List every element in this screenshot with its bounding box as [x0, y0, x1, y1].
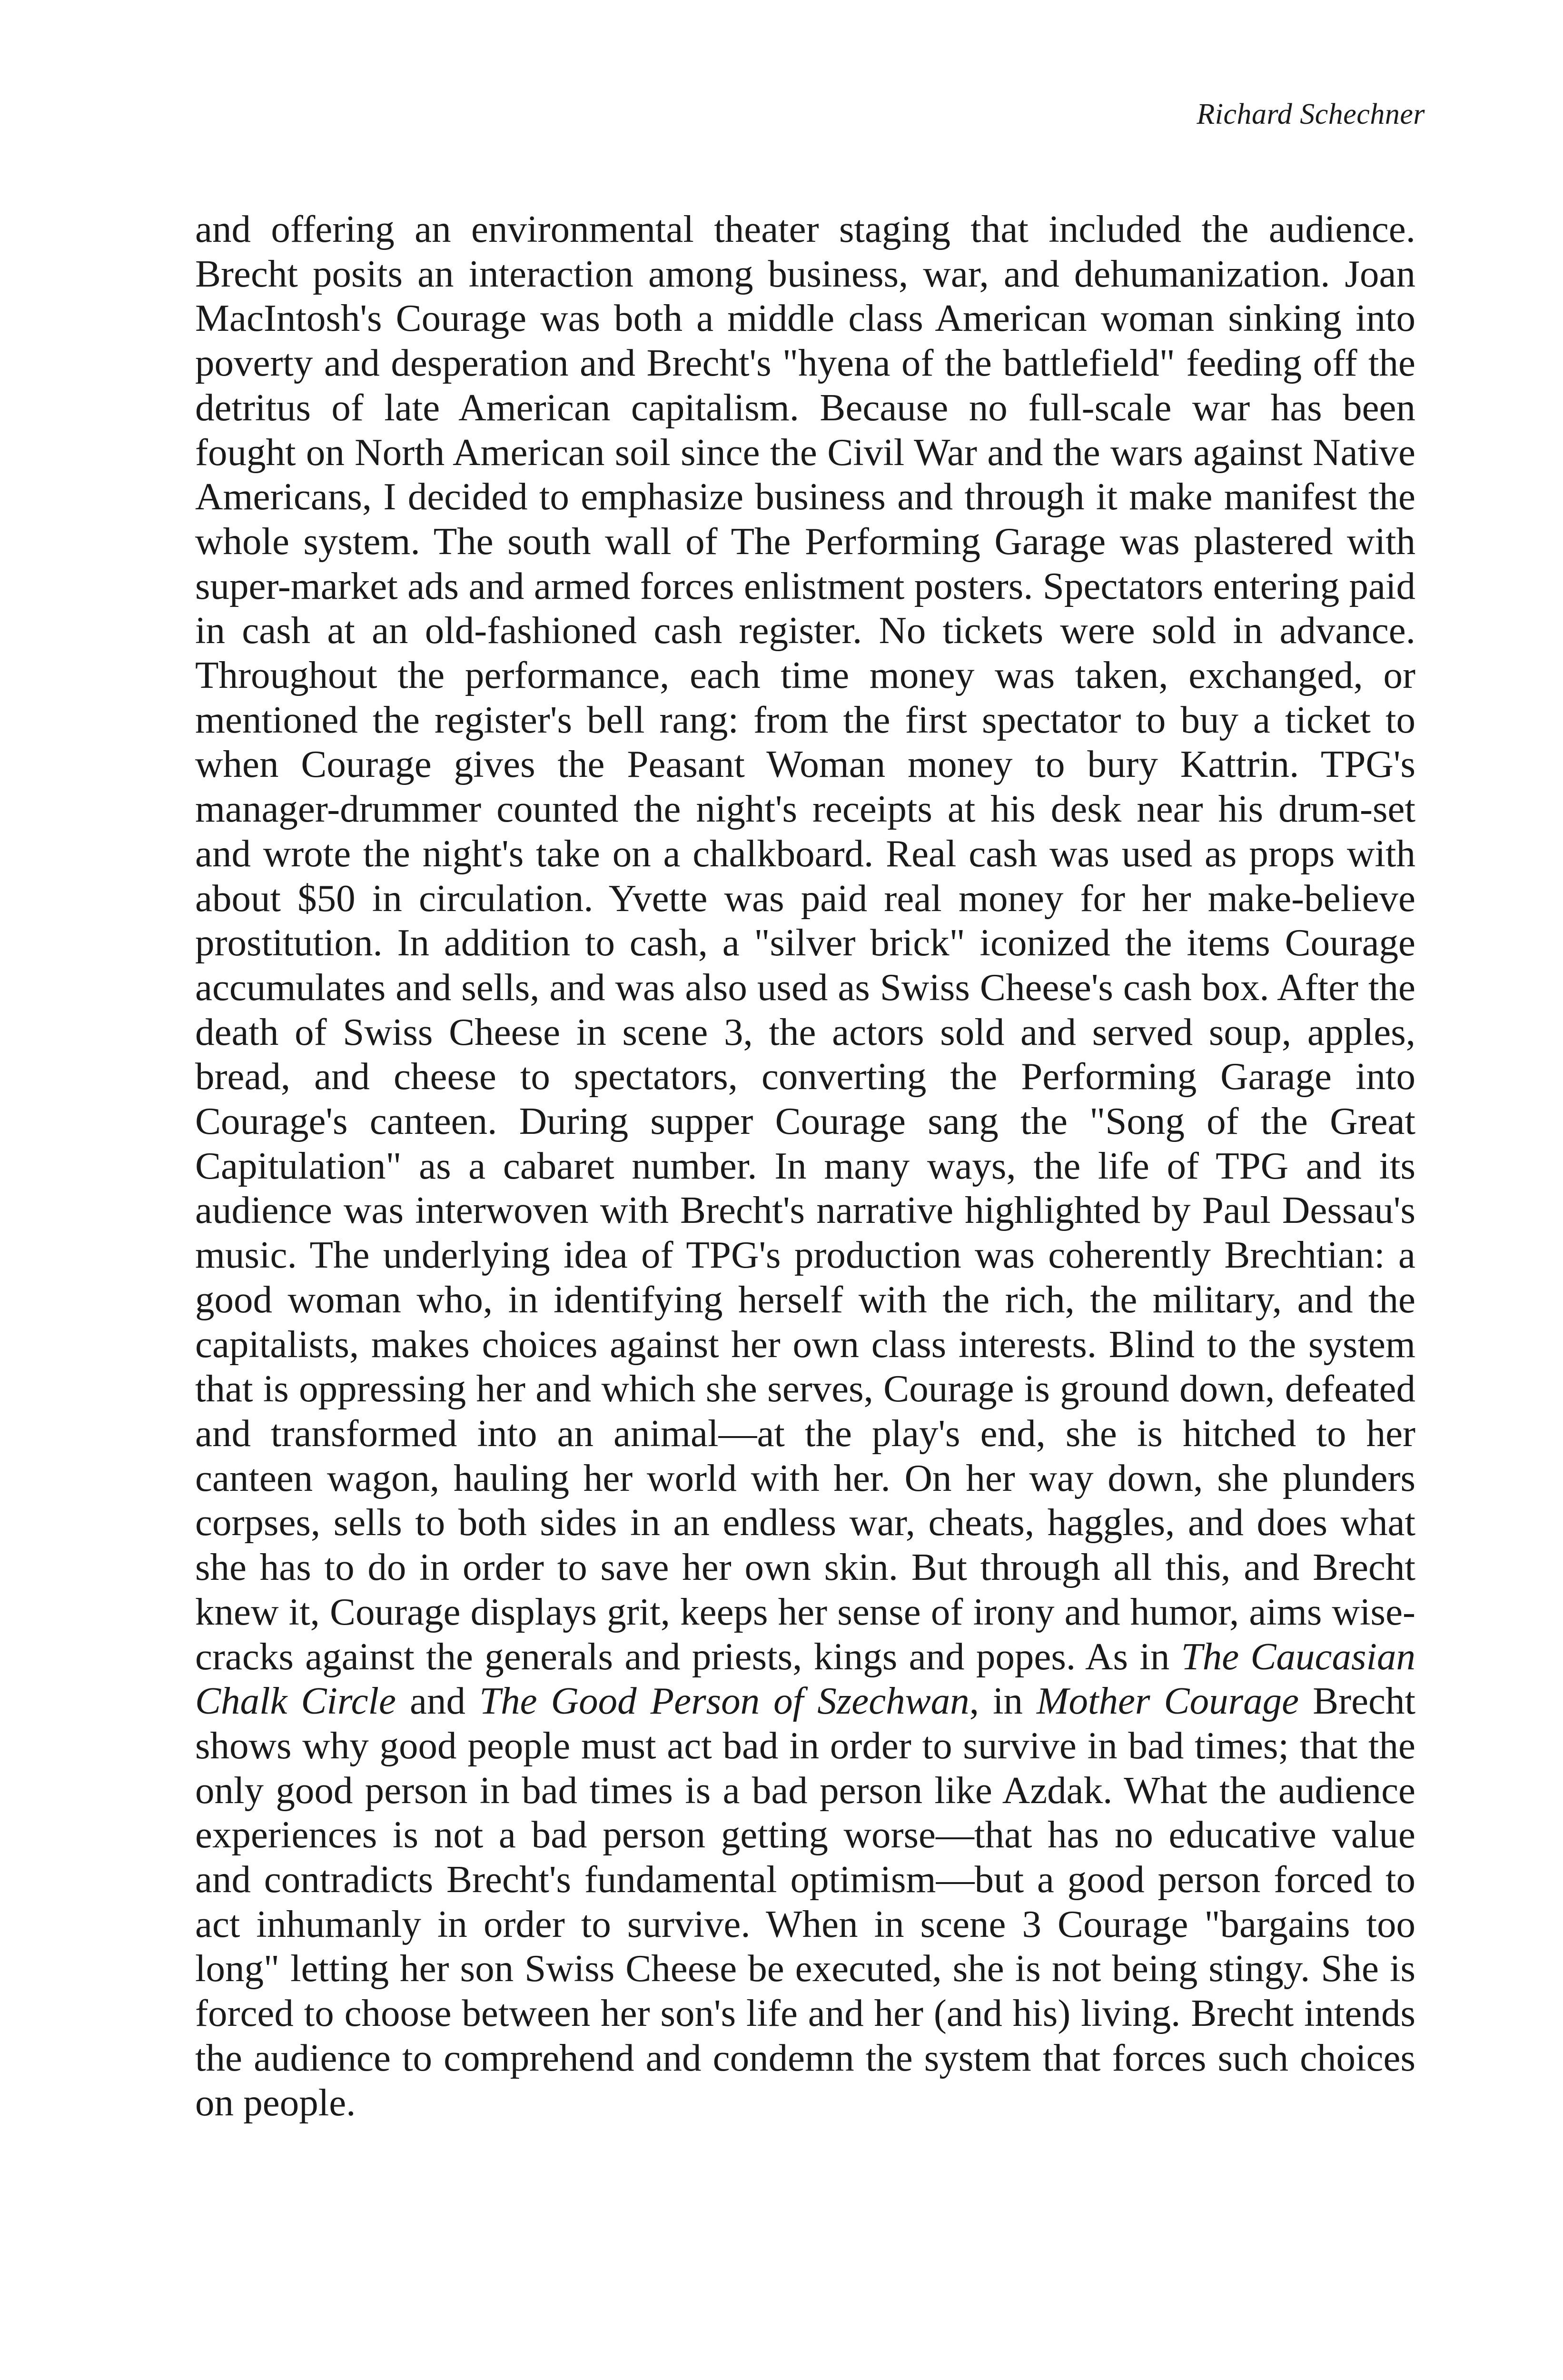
body-text: [195, 207, 1415, 2125]
paragraph-text: , in: [969, 1679, 1037, 1723]
paragraph: [195, 207, 1415, 2125]
play-title: The Caucasian Chalk Circle: [195, 1635, 1415, 1723]
running-header: Richard Schechner: [1197, 98, 1425, 130]
paragraph-text: and offering an environmental theater staging that included the audience. Brecht posits an interaction among business, war, and dehumanization. Joan MacIntosh's Courage was both a middle class American woman sinking into poverty and desperation and Brecht's "hyena of the battlefield" feeding off the detritus of late American capitalism. Because no full-scale war has been fought on North American soil since the Civil War and the wars against Native Americans, I decided to emphasize business and through it make manifest the whole system. The south wall of The Performing Garage was plastered with super-market ads and armed forces enlistment posters. Spectators entering paid in cash at an old-fashioned cash register. No tickets were sold in advance. Throughout the performance, each time money was taken, exchanged, or mentioned the register's bell rang: from the first spectator to buy a ticket to when Courage gives the Peasant Woman money to bury Kattrin. TPG's manager-drummer counted the night's receipts at his desk near his drum-set and wrote the night's take on a chalkboard. Real cash was used as props with about $50 in circulation. Yvette was paid real money for her make-believe prostitution. In addition to cash, a "silver brick" iconized the items Courage accumulates and sells, and was also used as Swiss Cheese's cash box. After the death of Swiss Cheese in scene 3, the actors sold and served soup, apples, bread, and cheese to spectators, converting the Performing Garage into Courage's canteen. During supper Courage sang the "Song of the Great Capitulation" as a cabaret number. In many ways, the life of TPG and its audience was interwoven with Brecht's narrative highlighted by Paul Dessau's music. The underlying idea of TPG's production was coherently Brechtian: a good woman who, in identifying herself with the rich, the military, and the capitalists, makes choices against her own class interests. Blind to the system that is oppressing her and which she serves, Courage is ground down, defeated and transformed into an animal—at the play's end, she is hitched to her canteen wagon, hauling her world with her. On her way down, she plunders corpses, sells to both sides in an endless war, cheats, haggles, and does what she has to do in order to save her own skin. But through all this, and Brecht knew it, Courage displays grit, keeps her sense of irony and humor, aims wise-cracks against the generals and priests, kings and popes. As in: [195, 208, 1415, 1678]
play-title: The Good Person of Szechwan: [479, 1679, 969, 1723]
paragraph-text: and: [396, 1679, 480, 1723]
paragraph-text: Brecht shows why good people must act bad in order to survive in bad times; that the only good person in bad times is a bad person like Azdak. What the audience experiences is not a bad person getting worse—that has no educative value and contradicts Brecht's fundamental optimism—but a good person forced to act inhumanly in order to survive. When in scene 3 Courage "bargains too long" letting her son Swiss Cheese be executed, she is not being stingy. She is forced to choose between her son's life and her (and his) living. Brecht intends the audience to comprehend and condemn the system that forces such choices on people.: [195, 1679, 1416, 2124]
play-title: Mother Courage: [1037, 1679, 1299, 1723]
